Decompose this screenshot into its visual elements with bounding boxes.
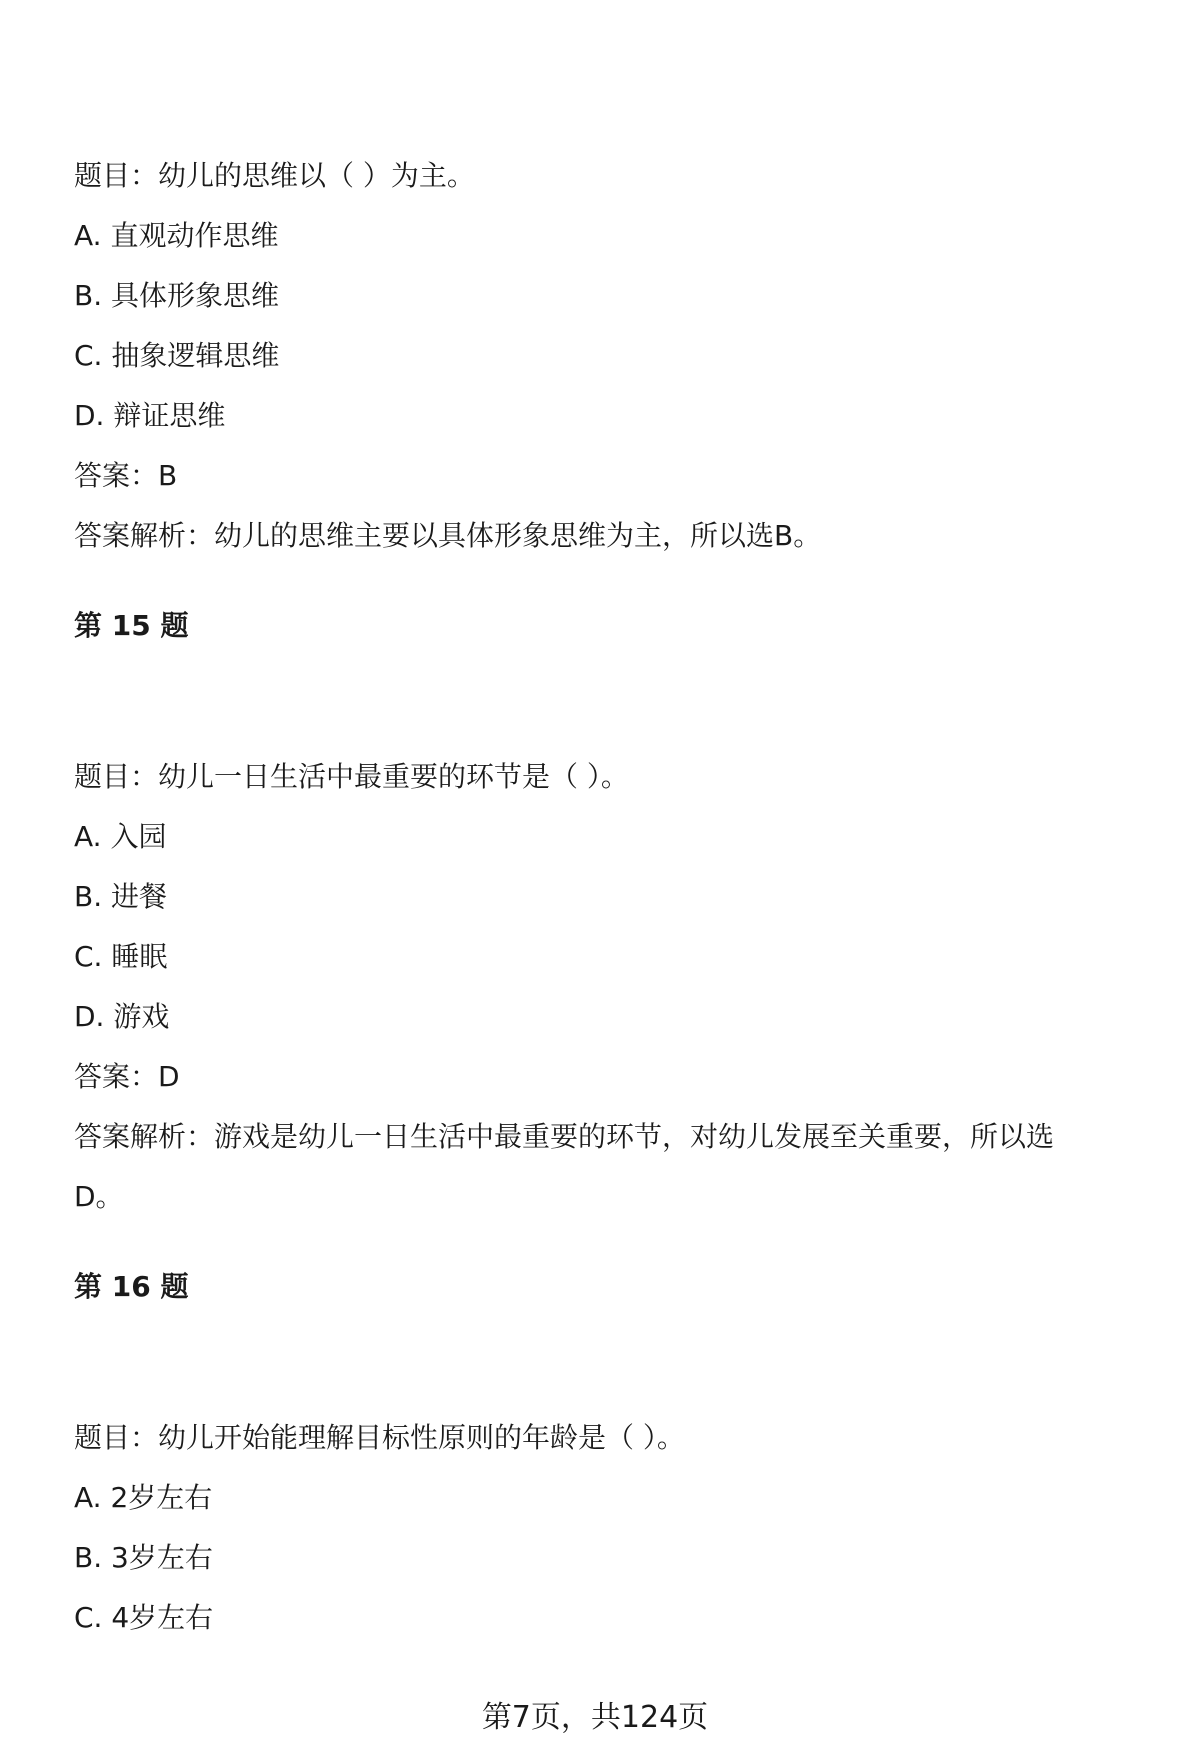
question-15-analysis-cont: D。 — [74, 1180, 124, 1213]
question-14-option-d: D. 辩证思维 — [74, 399, 226, 432]
question-15-analysis: 答案解析：游戏是幼儿一日生活中最重要的环节，对幼儿发展至关重要，所以选 — [74, 1120, 1055, 1153]
question-15-answer: 答案：D — [74, 1060, 180, 1093]
page-number-footer: 第7页，共124页 — [481, 1700, 709, 1735]
question-14-text: 题目：幼儿的思维以（ ）为主。 — [74, 159, 475, 192]
question-16-option-a: A. 2岁左右 — [74, 1481, 213, 1514]
question-16-text: 题目：幼儿开始能理解目标性原则的年龄是（ ）。 — [74, 1421, 685, 1454]
question-16-option-c: C. 4岁左右 — [74, 1601, 214, 1634]
question-15-heading: 第 15 题 — [74, 609, 189, 642]
question-14-option-a: A. 直观动作思维 — [74, 219, 279, 252]
question-15-option-b: B. 进餐 — [74, 880, 168, 913]
question-14-answer: 答案：B — [74, 459, 178, 492]
question-15-option-a: A. 入园 — [74, 820, 167, 853]
question-14-option-b: B. 具体形象思维 — [74, 279, 280, 312]
question-15-option-c: C. 睡眠 — [74, 940, 168, 973]
question-14-analysis: 答案解析：幼儿的思维主要以具体形象思维为主，所以选B。 — [74, 519, 822, 552]
question-16-option-b: B. 3岁左右 — [74, 1541, 213, 1574]
question-14-option-c: C. 抽象逻辑思维 — [74, 339, 280, 372]
question-15-text: 题目：幼儿一日生活中最重要的环节是（ ）。 — [74, 760, 629, 793]
question-16-heading: 第 16 题 — [74, 1270, 189, 1303]
question-15-option-d: D. 游戏 — [74, 1000, 170, 1033]
